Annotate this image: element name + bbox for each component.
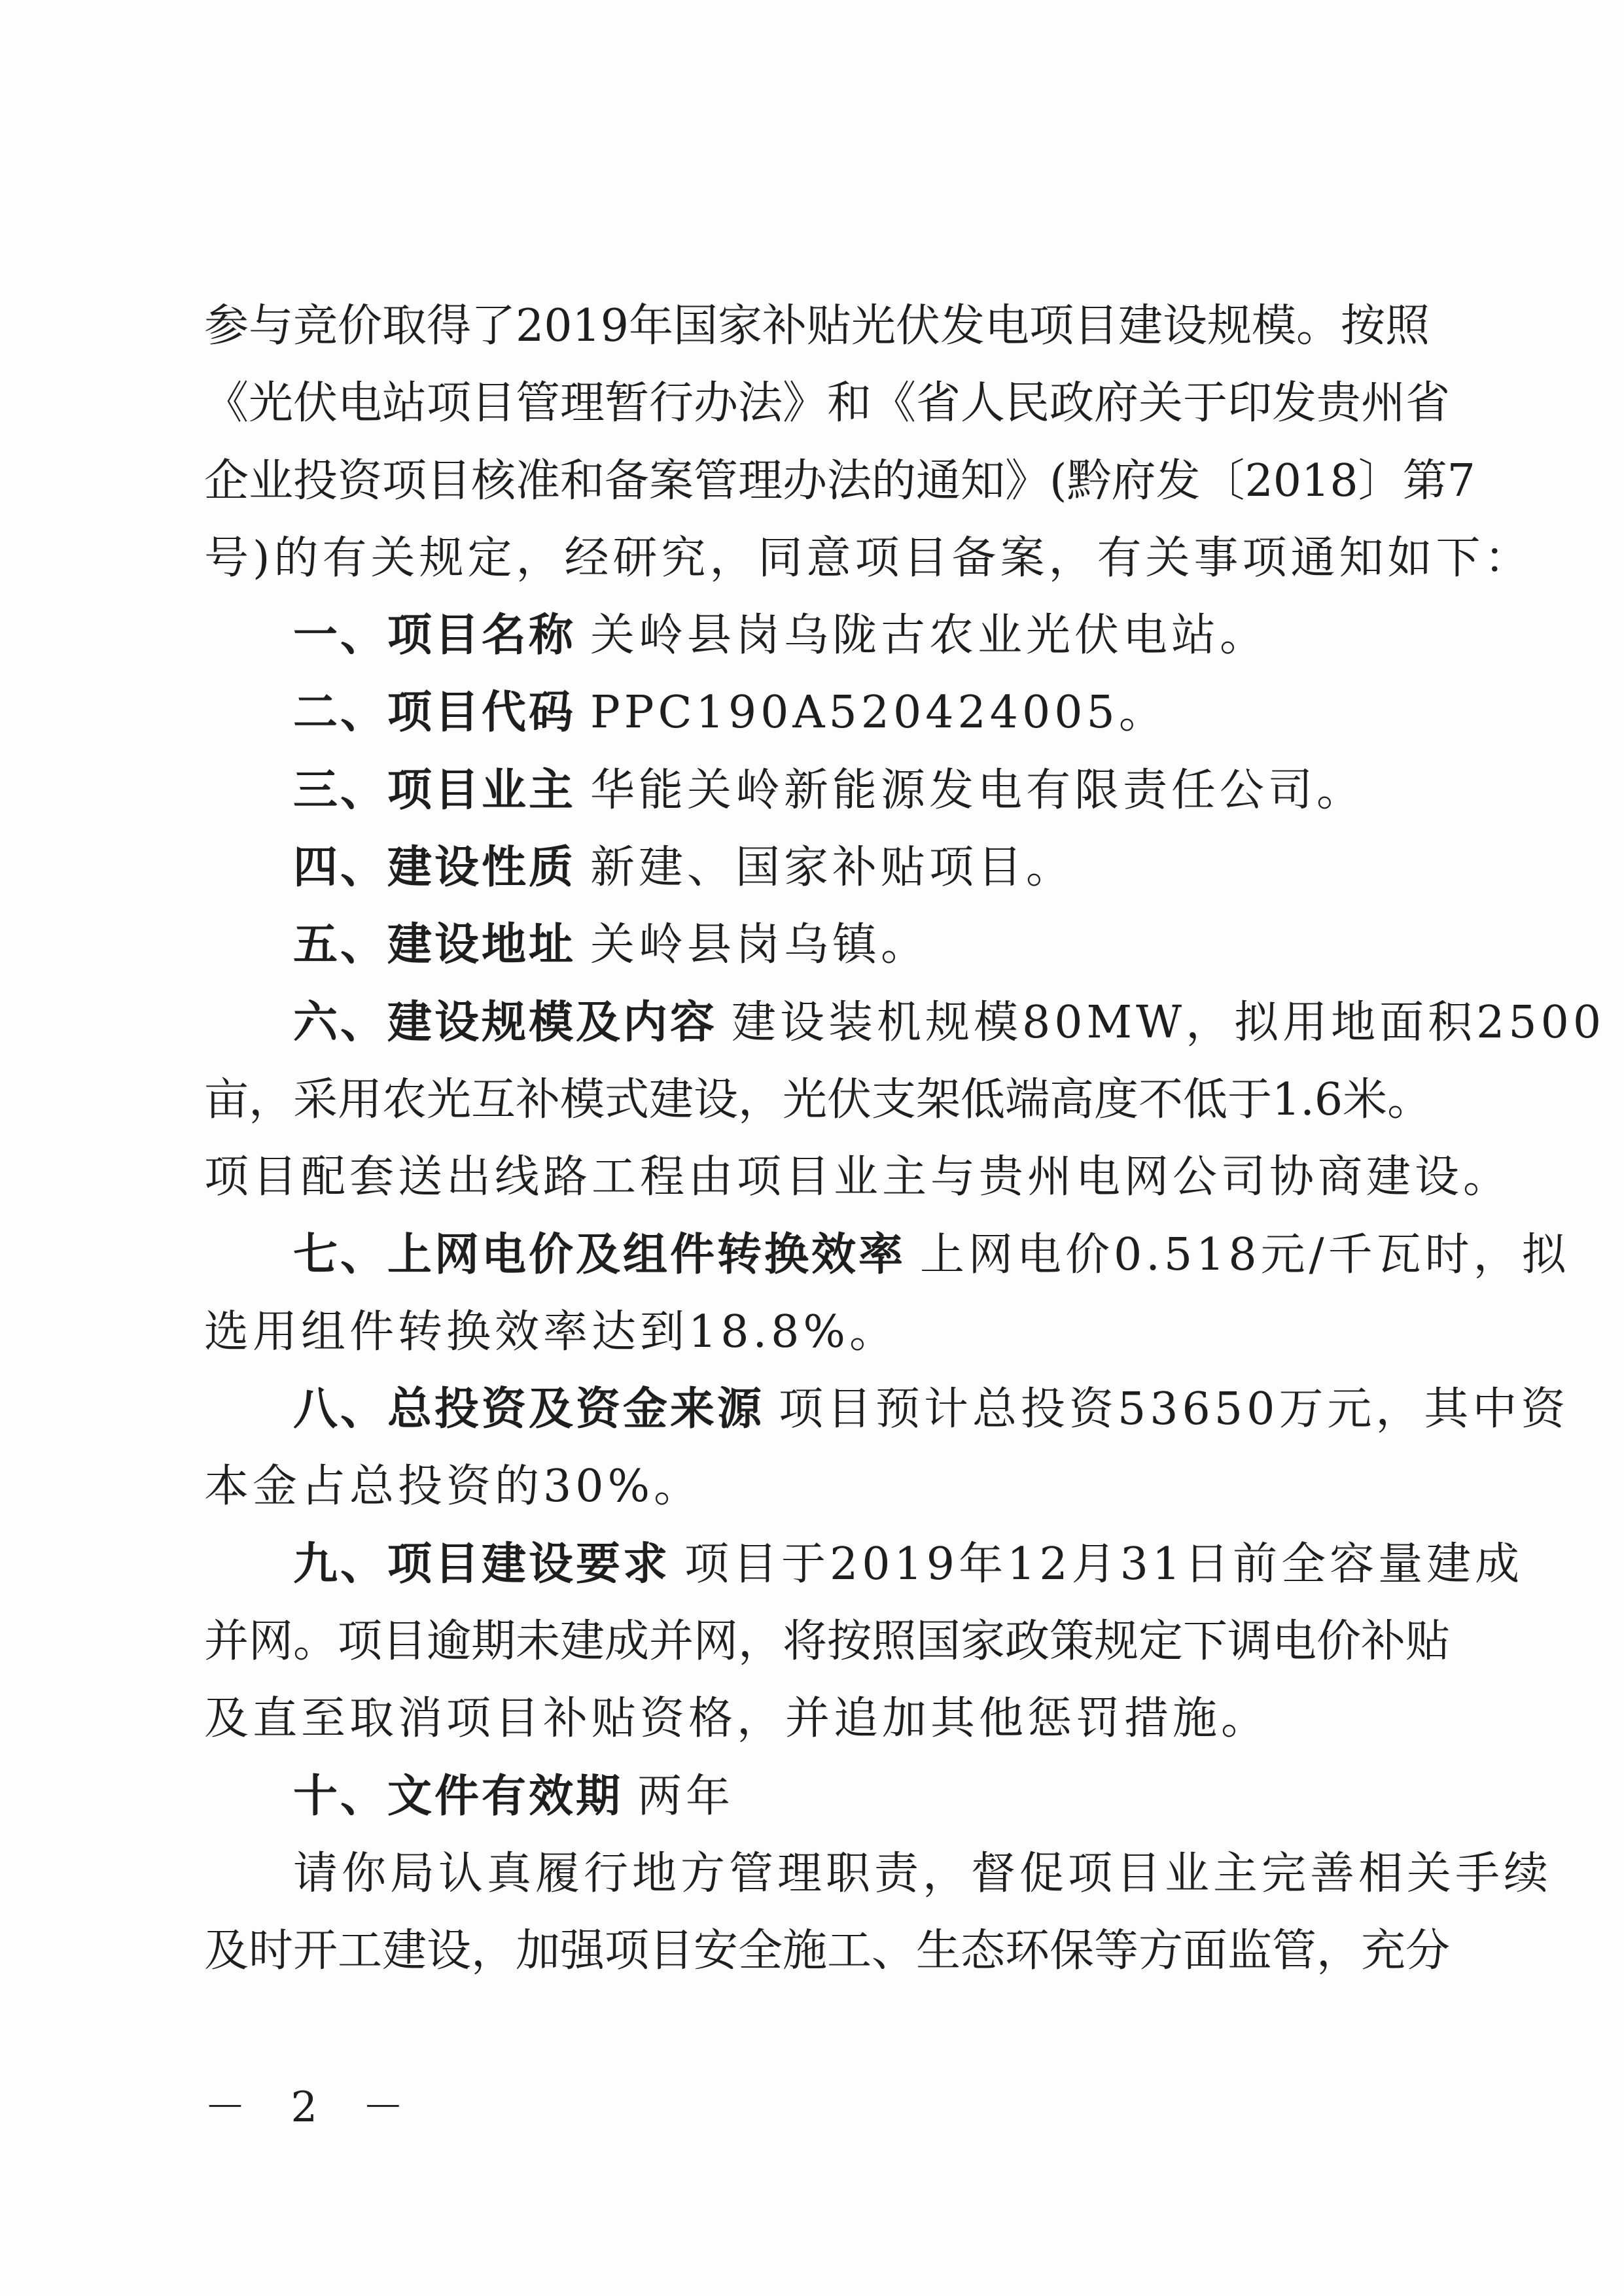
item-heading: 一、项目名称 xyxy=(293,610,576,662)
body-line: 参与竞价取得了2019年国家补贴光伏发电项目建设规模。按照 xyxy=(204,300,1430,352)
body-line: 《光伏电站项目管理暂行办法》和《省人民政府关于印发贵州省 xyxy=(204,377,1451,430)
item-heading: 三、项目业主 xyxy=(293,764,576,816)
item-continuation: 及直至取消项目补贴资格，并追加其他惩罚措施。 xyxy=(204,1693,1270,1745)
item-text: 建设装机规模80MW，拟用地面积2500 xyxy=(732,996,1606,1049)
item-text: 关岭县岗乌镇。 xyxy=(590,919,930,971)
item-continuation: 并网。项目逾期未建成并网，将按照国家政策规定下调电价补贴 xyxy=(204,1616,1451,1668)
body-line: 号)的有关规定，经研究，同意项目备案，有关事项通知如下： xyxy=(204,532,1533,584)
item-scale xyxy=(204,984,1606,1062)
item-nature xyxy=(204,829,1421,907)
item-heading: 六、建设规模及内容 xyxy=(293,996,718,1049)
item-investment xyxy=(204,1371,1570,1448)
item-price xyxy=(204,1217,1570,1294)
item-text: 两年 xyxy=(637,1770,735,1822)
item-validity xyxy=(204,1758,1421,1835)
document-body xyxy=(204,288,1606,1991)
item-continuation: 选用组件转换效率达到18.8%。 xyxy=(204,1306,898,1358)
item-requirements xyxy=(204,1526,1524,1603)
item-text: 项目预计总投资53650万元，其中资 xyxy=(779,1383,1570,1436)
item-continuation: 项目配套送出线路工程由项目业主与贵州电网公司协商建设。 xyxy=(204,1151,1512,1204)
item-code xyxy=(204,674,1421,752)
item-text: PPC190A520424005。 xyxy=(590,687,1167,739)
item-heading: 九、项目建设要求 xyxy=(293,1538,671,1590)
closing-line: 及时开工建设，加强项目安全施工、生态环保等方面监管，充分 xyxy=(204,1925,1451,1977)
item-heading: 十、文件有效期 xyxy=(293,1770,624,1822)
item-text: 关岭县岗乌陇古农业光伏电站。 xyxy=(590,610,1269,662)
item-heading: 八、总投资及资金来源 xyxy=(293,1383,765,1436)
item-name xyxy=(204,597,1421,674)
closing-line: 请你局认真履行地方管理职责，督促项目业主完善相关手续 xyxy=(293,1847,1553,1900)
item-text: 项目于2019年12月31日前全容量建成 xyxy=(684,1538,1524,1590)
item-text: 上网电价0.518元/千瓦时，拟 xyxy=(920,1228,1570,1281)
item-heading: 七、上网电价及组件转换效率 xyxy=(293,1228,906,1281)
item-heading: 四、建设性质 xyxy=(293,842,576,894)
item-owner xyxy=(204,752,1421,829)
item-text: 华能关岭新能源发电有限责任公司。 xyxy=(590,764,1366,816)
item-continuation: 亩，采用农光互补模式建设，光伏支架低端高度不低于1.6米。 xyxy=(204,1073,1432,1126)
body-line: 企业投资项目核准和备案管理办法的通知》(黔府发〔2018〕第7 xyxy=(204,455,1475,507)
item-text: 新建、国家补贴项目。 xyxy=(590,842,1075,894)
item-heading: 五、建设地址 xyxy=(293,919,576,971)
item-heading: 二、项目代码 xyxy=(293,687,576,739)
item-address xyxy=(204,907,1421,984)
page-number: － 2 － xyxy=(204,2083,420,2132)
item-continuation: 本金占总投资的30%。 xyxy=(204,1461,703,1513)
